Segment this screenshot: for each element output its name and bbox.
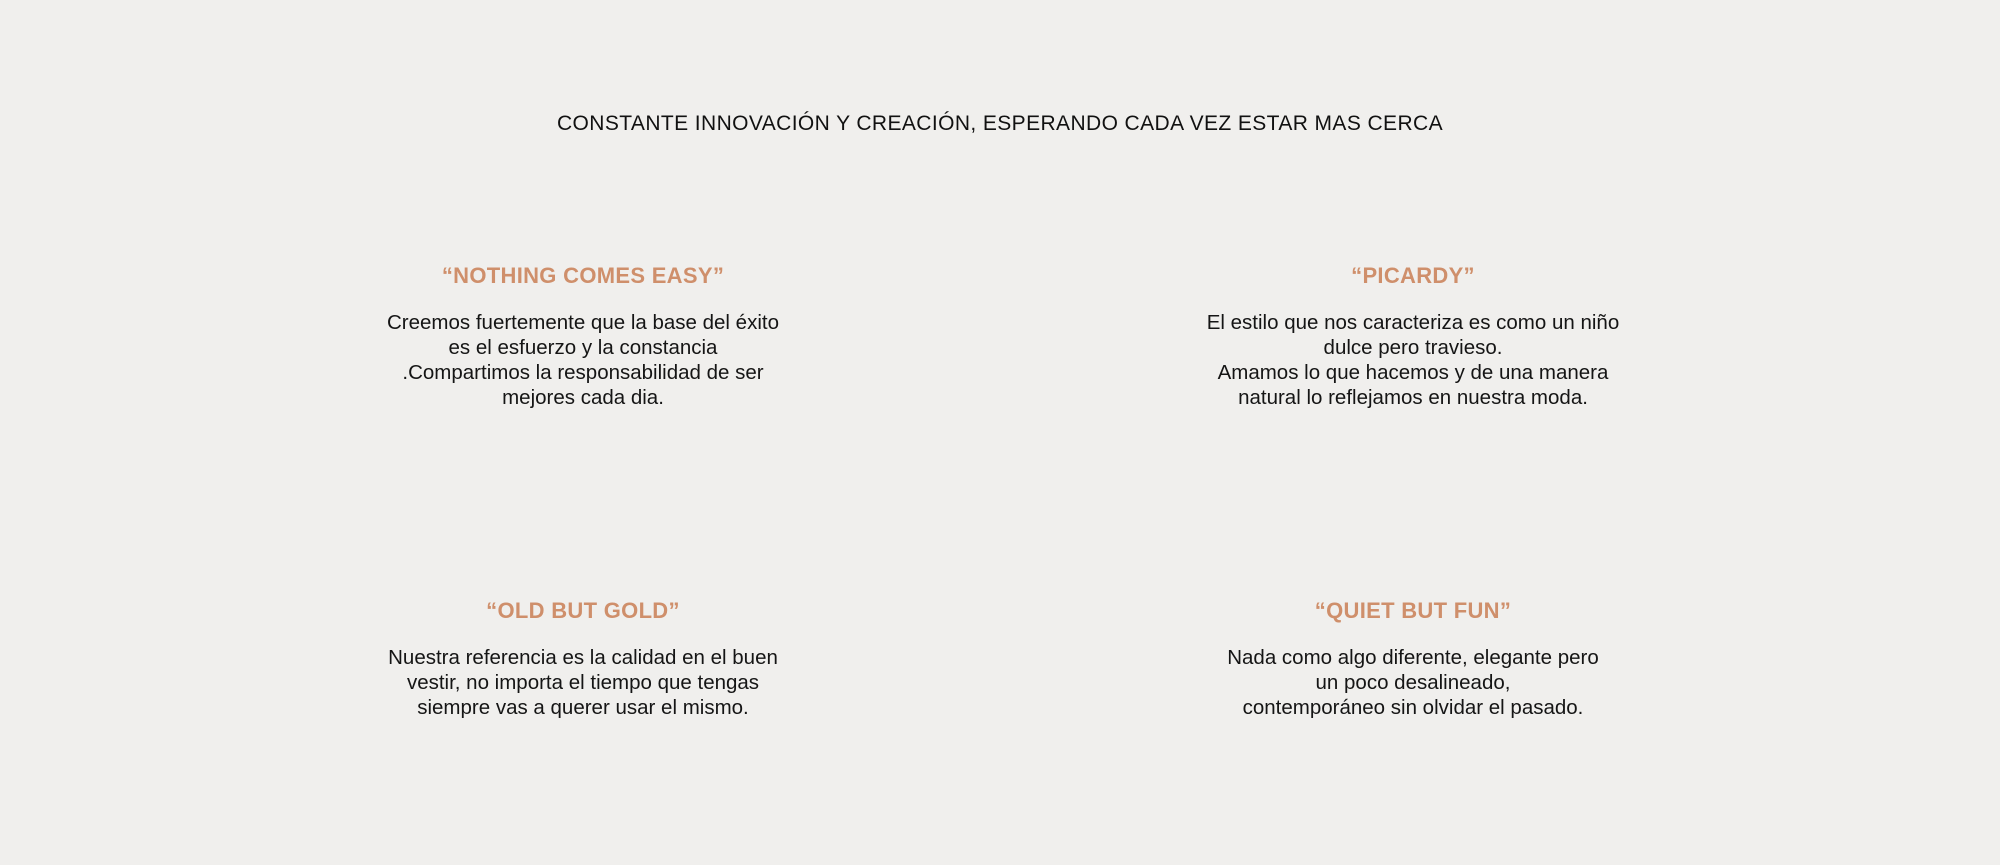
value-card-body-line: natural lo reflejamos en nuestra moda.: [1238, 386, 1588, 409]
value-card-body: [303, 310, 863, 410]
value-card-body-line: mejores cada dia.: [502, 386, 664, 409]
value-card-body-line: un poco desalineado,: [1315, 671, 1511, 694]
value-card-title: “OLD BUT GOLD”: [486, 598, 680, 623]
value-card-body-line: dulce pero travieso.: [1323, 336, 1503, 359]
value-card-body-line: Creemos fuertemente que la base del éxito: [386, 311, 779, 334]
value-card-title: “QUIET BUT FUN”: [1314, 598, 1512, 623]
value-card-body-line: vestir, no importa el tiempo que tengas: [406, 671, 760, 694]
value-card-body-line: Amamos lo que hacemos y de una manera: [1217, 361, 1609, 384]
value-card-body: [303, 645, 863, 720]
value-card-body-line: siempre vas a querer usar el mismo.: [417, 696, 749, 719]
value-card-picardy: [1133, 260, 1693, 410]
value-card-body-line: Nuestra referencia es la calidad en el buen: [388, 646, 778, 669]
value-card-old-but-gold: [303, 595, 863, 720]
value-card-quiet-but-fun: [1133, 595, 1693, 720]
value-card-nothing-comes-easy: [303, 260, 863, 410]
value-card-body-line: Nada como algo diferente, elegante pero: [1227, 646, 1599, 669]
value-card-title: “PICARDY”: [1351, 263, 1475, 288]
intro-heading: CONSTANTE INNOVACIÓN Y CREACIÓN, ESPERANDO CADA VEZ ESTAR MAS CERCA: [556, 112, 1443, 135]
value-card-body-line: El estilo que nos caracteriza es como un niño: [1206, 311, 1620, 334]
value-card-body-line: .Compartimos la responsabilidad de ser: [402, 361, 764, 384]
value-card-body-line: es el esfuerzo y la constancia: [448, 336, 718, 359]
value-card-body: [1133, 310, 1693, 410]
value-card-body: [1133, 645, 1693, 720]
value-card-body-line: contemporáneo sin olvidar el pasado.: [1242, 696, 1584, 719]
value-card-title: “NOTHING COMES EASY”: [441, 263, 725, 288]
